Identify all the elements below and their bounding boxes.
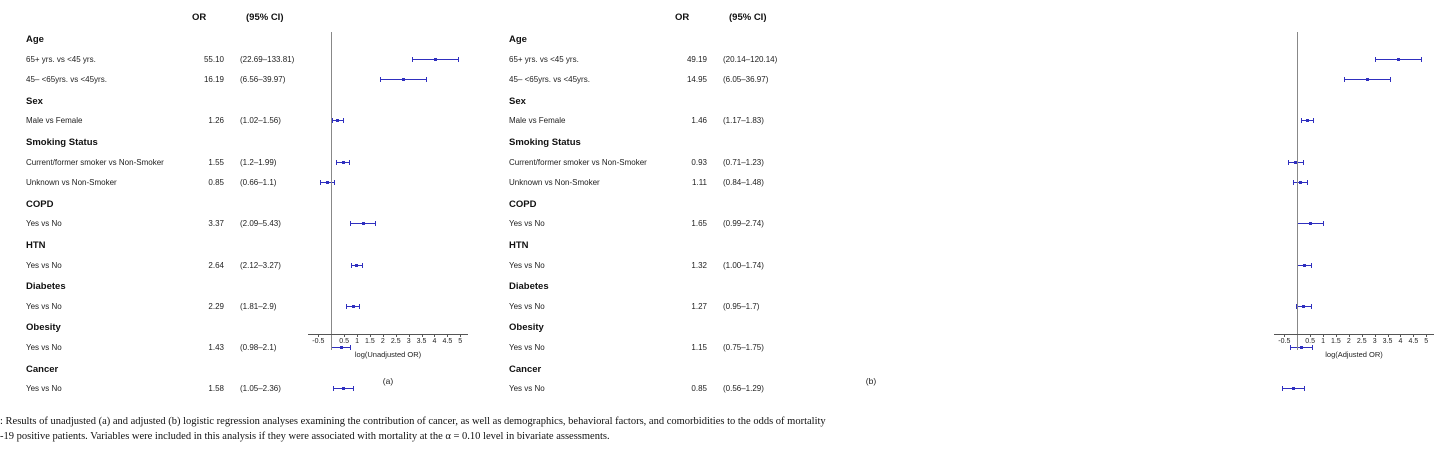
x-axis-tick	[357, 334, 358, 337]
row-label: Current/former smoker vs Non-Smoker	[509, 157, 647, 167]
column-header-ci: (95% CI)	[729, 12, 767, 23]
confidence-interval-cap	[1288, 160, 1289, 165]
group-header-row	[483, 199, 966, 213]
table-row	[0, 384, 483, 398]
row-odds-ratio: 1.55	[208, 157, 224, 167]
group-label: Obesity	[26, 322, 61, 334]
x-axis-tick-label: -0.5	[312, 338, 325, 345]
group-label: HTN	[26, 240, 46, 251]
x-axis-tick-label: 3.5	[416, 338, 427, 345]
row-label: Yes vs No	[26, 301, 62, 311]
x-axis-tick	[370, 334, 371, 337]
confidence-interval-cap	[1282, 386, 1283, 391]
group-header-row	[483, 281, 966, 295]
row-label: 65+ yrs. vs <45 yrs.	[509, 54, 579, 64]
row-odds-ratio: 1.15	[691, 343, 707, 352]
x-axis-tick	[396, 334, 397, 337]
confidence-interval-cap	[359, 304, 360, 309]
row-label: Male vs Female	[509, 116, 566, 126]
point-estimate-marker	[336, 119, 339, 122]
x-axis-tick	[318, 334, 319, 337]
x-axis-tick-label: 5	[458, 338, 463, 345]
x-axis-tick	[1413, 334, 1414, 337]
reference-line	[331, 32, 332, 350]
x-axis-title: log(Unadjusted OR)	[354, 350, 422, 359]
x-axis-tick-label: 0.5	[339, 338, 349, 345]
confidence-interval-cap	[343, 118, 344, 123]
row-odds-ratio: 0.85	[208, 178, 224, 188]
confidence-interval-cap	[1301, 118, 1302, 123]
x-axis-tick	[1362, 334, 1363, 337]
x-axis-tick-label: 2.5	[1356, 338, 1367, 345]
table-row	[483, 343, 966, 357]
group-label: HTN	[509, 240, 529, 251]
confidence-interval-cap	[349, 160, 350, 165]
row-confidence-interval: (22.69–133.81)	[240, 54, 295, 64]
x-axis-tick-label: -0.5	[1278, 338, 1291, 345]
confidence-interval-cap	[333, 386, 334, 391]
panel-tag-b: (b)	[865, 376, 877, 386]
group-header-row	[0, 364, 483, 378]
panel-adjusted	[483, 0, 1429, 400]
x-axis-tick	[1375, 334, 1376, 337]
row-odds-ratio: 55.10	[203, 54, 224, 64]
x-axis-tick	[422, 334, 423, 337]
x-axis-tick-label: 3.5	[1382, 338, 1393, 345]
point-estimate-marker	[1300, 346, 1303, 349]
x-axis-line	[1274, 334, 1434, 335]
group-header-row	[483, 240, 966, 254]
point-estimate-marker	[1306, 119, 1309, 122]
x-axis-tick	[1388, 334, 1389, 337]
group-header-row	[483, 96, 966, 110]
confidence-interval-cap	[1323, 221, 1324, 226]
row-odds-ratio: 1.46	[691, 116, 707, 126]
row-confidence-interval: (0.56–1.29)	[723, 384, 764, 394]
row-confidence-interval: (0.84–1.48)	[723, 178, 764, 188]
group-header-row	[483, 137, 966, 151]
confidence-interval-cap	[353, 386, 354, 391]
group-header-row	[483, 34, 966, 48]
row-label: Current/former smoker vs Non-Smoker	[26, 157, 164, 167]
panel-tag-a: (a)	[382, 376, 394, 386]
row-label: Unknown vs Non-Smoker	[26, 178, 117, 188]
group-label: Smoking Status	[509, 137, 581, 148]
row-odds-ratio: 2.64	[208, 260, 224, 270]
x-axis-tick	[1336, 334, 1337, 337]
group-label: Cancer	[26, 363, 59, 375]
row-odds-ratio: 16.19	[203, 75, 224, 85]
point-estimate-marker	[1366, 78, 1369, 81]
confidence-interval-cap	[334, 180, 335, 185]
confidence-interval-cap	[350, 221, 351, 226]
confidence-interval-cap	[336, 160, 337, 165]
row-label: Yes vs No	[26, 260, 62, 270]
table-row	[483, 178, 966, 192]
x-axis-tick	[1426, 334, 1427, 337]
row-confidence-interval: (0.98–2.1)	[240, 343, 277, 352]
group-label: Diabetes	[509, 281, 549, 293]
point-estimate-marker	[434, 58, 437, 61]
point-estimate-marker	[352, 305, 355, 308]
x-axis-tick	[460, 334, 461, 337]
table-row	[483, 55, 966, 69]
group-label: Diabetes	[26, 281, 66, 293]
table-row	[483, 219, 966, 233]
row-odds-ratio: 1.11	[692, 178, 707, 188]
column-header-or: OR	[192, 12, 207, 23]
confidence-interval-cap	[412, 57, 413, 62]
row-label: 65+ yrs. vs <45 yrs.	[26, 54, 96, 64]
x-axis-tick-label: 3	[406, 338, 411, 345]
confidence-interval-cap	[351, 263, 352, 268]
row-confidence-interval: (0.99–2.74)	[723, 219, 764, 229]
confidence-interval-cap	[346, 304, 347, 309]
x-axis-tick	[383, 334, 384, 337]
plot-area-adjusted	[1274, 32, 1434, 359]
column-header-or: OR	[675, 12, 690, 23]
x-axis-tick-label: 1.5	[1331, 338, 1341, 345]
point-estimate-marker	[1292, 387, 1295, 390]
point-estimate-marker	[1303, 264, 1306, 267]
row-odds-ratio: 1.26	[208, 116, 224, 126]
point-estimate-marker	[402, 78, 405, 81]
group-label: Sex	[509, 95, 526, 107]
x-axis-tick-label: 2.5	[390, 338, 401, 345]
table-row	[483, 261, 966, 275]
table-row	[483, 158, 966, 172]
row-label: Yes vs No	[509, 260, 545, 270]
row-odds-ratio: 0.85	[691, 384, 707, 394]
row-label: Yes vs No	[509, 384, 545, 394]
group-header-row	[483, 322, 966, 336]
point-estimate-marker	[1299, 181, 1302, 184]
table-row	[483, 75, 966, 89]
x-axis-tick-label: 4.5	[442, 338, 453, 345]
x-axis-tick	[1400, 334, 1401, 337]
x-axis-tick	[1310, 334, 1311, 337]
confidence-interval-cap	[1303, 160, 1304, 165]
x-axis-tick-label: 0.5	[1305, 338, 1315, 345]
point-estimate-marker	[1309, 222, 1312, 225]
confidence-interval-cap	[458, 57, 459, 62]
point-estimate-marker	[1397, 58, 1400, 61]
group-label: Smoking Status	[26, 137, 98, 148]
row-label: Yes vs No	[509, 343, 545, 352]
x-axis-tick-label: 5	[1424, 338, 1429, 345]
group-label: Cancer	[509, 363, 542, 375]
row-confidence-interval: (0.75–1.75)	[723, 343, 764, 352]
row-label: Unknown vs Non-Smoker	[509, 178, 600, 188]
confidence-interval-cap	[1421, 57, 1422, 62]
panel-unadjusted	[0, 0, 483, 400]
point-estimate-marker	[342, 161, 345, 164]
plot-area-unadjusted	[308, 32, 468, 359]
row-label: Yes vs No	[509, 301, 545, 311]
x-axis-tick-label: 1	[1321, 338, 1325, 345]
x-axis-tick-label: 2	[380, 338, 385, 345]
x-axis-title: log(Adjusted OR)	[1325, 350, 1383, 359]
group-header-row	[483, 364, 966, 378]
row-label: Yes vs No	[26, 219, 62, 229]
caption-line-1: : Results of unadjusted (a) and adjusted (b) logistic regression analyses examining the contribution of cancer, as well as demographics, behavioral factors, and comorbidities to the odds of mortality	[0, 416, 826, 427]
x-axis-tick	[344, 334, 345, 337]
row-confidence-interval: (1.05–2.36)	[240, 384, 281, 394]
confidence-interval-cap	[380, 77, 381, 82]
point-estimate-marker	[340, 346, 343, 349]
row-label: Yes vs No	[509, 219, 545, 229]
group-label: COPD	[509, 198, 537, 210]
row-confidence-interval: (0.95–1.7)	[723, 301, 760, 311]
row-odds-ratio: 1.32	[691, 260, 707, 270]
row-confidence-interval: (1.2–1.99)	[240, 157, 277, 167]
row-label: 45– <65yrs. vs <45yrs.	[26, 75, 107, 85]
table-row	[483, 384, 966, 398]
x-axis-tick	[447, 334, 448, 337]
point-estimate-marker	[326, 181, 329, 184]
confidence-interval-cap	[426, 77, 427, 82]
x-axis-tick	[409, 334, 410, 337]
point-estimate-marker	[355, 264, 358, 267]
row-odds-ratio: 0.93	[691, 157, 707, 167]
row-odds-ratio: 1.43	[208, 343, 224, 352]
x-axis-tick	[1349, 334, 1350, 337]
point-estimate-marker	[362, 222, 365, 225]
row-odds-ratio: 49.19	[686, 54, 707, 64]
reference-line	[1297, 32, 1298, 350]
x-axis-tick	[1323, 334, 1324, 337]
row-label: 45– <65yrs. vs <45yrs.	[509, 75, 590, 85]
confidence-interval-cap	[1293, 180, 1294, 185]
row-confidence-interval: (20.14–120.14)	[723, 54, 778, 64]
row-odds-ratio: 14.95	[686, 75, 707, 85]
x-axis-tick	[434, 334, 435, 337]
group-label: Obesity	[509, 322, 544, 334]
row-label: Yes vs No	[26, 384, 62, 394]
confidence-interval-cap	[1313, 118, 1314, 123]
x-axis-tick-label: 1.5	[365, 338, 375, 345]
group-label: Sex	[26, 95, 43, 107]
confidence-interval-cap	[320, 180, 321, 185]
table-row	[483, 302, 966, 316]
row-confidence-interval: (6.56–39.97)	[240, 75, 286, 85]
point-estimate-marker	[1302, 305, 1305, 308]
row-confidence-interval: (6.05–36.97)	[723, 75, 769, 85]
table-row	[483, 116, 966, 130]
x-axis-tick-label: 1	[355, 338, 359, 345]
confidence-interval-cap	[1375, 57, 1376, 62]
row-confidence-interval: (2.12–3.27)	[240, 260, 281, 270]
row-odds-ratio: 3.37	[208, 219, 224, 229]
confidence-interval-cap	[1311, 304, 1312, 309]
group-label: COPD	[26, 198, 54, 210]
row-label: Yes vs No	[26, 343, 62, 352]
point-estimate-marker	[342, 387, 345, 390]
caption-line-2: -19 positive patients. Variables were included in this analysis if they were associated with mortality at the α = 0.10 level in bivariate assessments.	[0, 431, 610, 442]
confidence-interval-cap	[1307, 180, 1308, 185]
x-axis-tick-label: 4	[432, 338, 437, 345]
figure-caption	[0, 414, 966, 444]
column-header-ci: (95% CI)	[246, 12, 284, 23]
x-axis-tick-label: 3	[1372, 338, 1377, 345]
confidence-interval-cap	[1344, 77, 1345, 82]
row-odds-ratio: 2.29	[208, 301, 224, 311]
row-confidence-interval: (1.02–1.56)	[240, 116, 281, 126]
x-axis-tick	[1284, 334, 1285, 337]
row-odds-ratio: 1.65	[691, 219, 707, 229]
group-label: Age	[26, 34, 44, 45]
row-confidence-interval: (0.71–1.23)	[723, 157, 764, 167]
x-axis-line	[308, 334, 468, 335]
row-confidence-interval: (1.00–1.74)	[723, 260, 764, 270]
row-confidence-interval: (2.09–5.43)	[240, 219, 281, 229]
row-confidence-interval: (1.17–1.83)	[723, 116, 764, 126]
confidence-interval-cap	[1390, 77, 1391, 82]
row-confidence-interval: (0.66–1.1)	[240, 178, 277, 188]
x-axis-tick-label: 4.5	[1408, 338, 1419, 345]
confidence-interval-cap	[375, 221, 376, 226]
group-label: Age	[509, 34, 527, 45]
row-label: Male vs Female	[26, 116, 83, 126]
x-axis-tick-label: 2	[1346, 338, 1351, 345]
x-axis-tick-label: 4	[1398, 338, 1403, 345]
row-confidence-interval: (1.81–2.9)	[240, 301, 277, 311]
confidence-interval-cap	[1311, 263, 1312, 268]
confidence-interval-cap	[1304, 386, 1305, 391]
confidence-interval-cap	[362, 263, 363, 268]
row-odds-ratio: 1.27	[691, 301, 707, 311]
row-odds-ratio: 1.58	[208, 384, 224, 394]
